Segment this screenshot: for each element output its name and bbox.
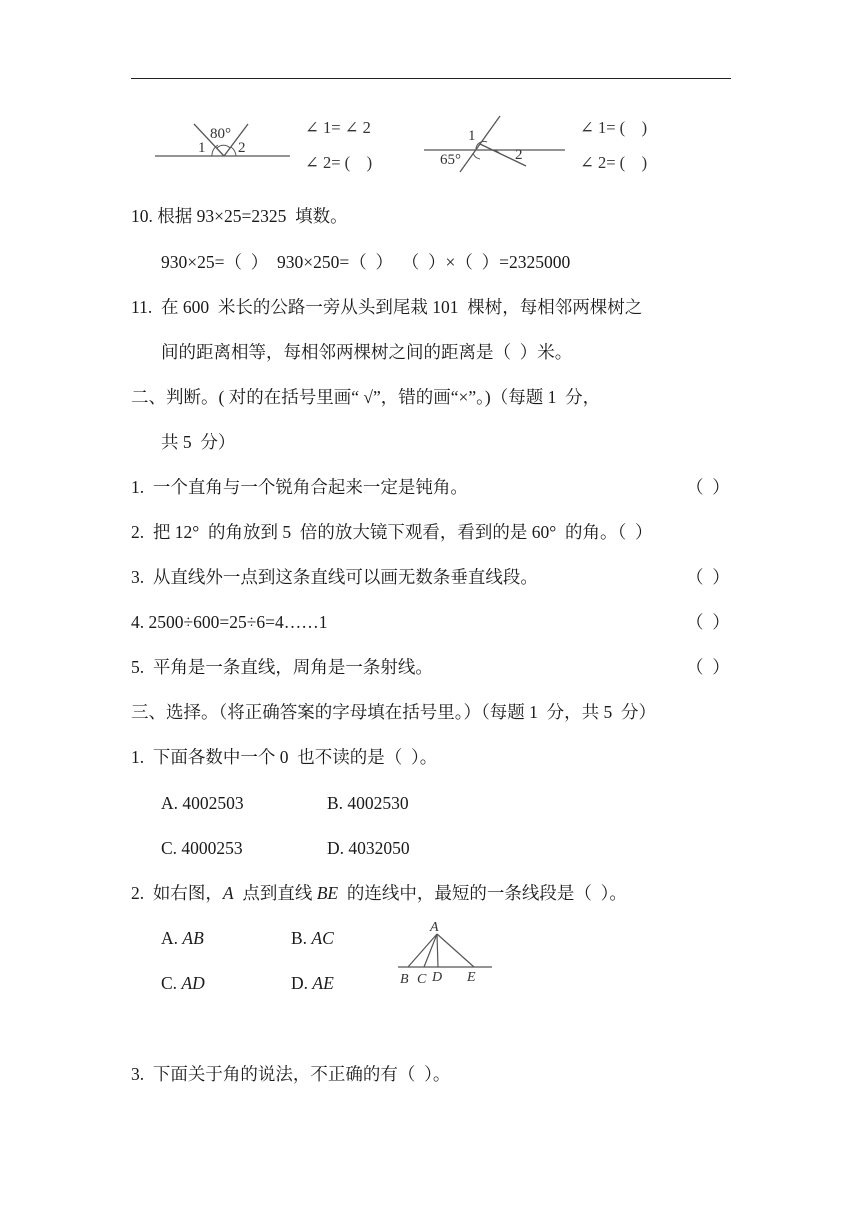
point-a: A xyxy=(222,883,234,903)
header-rule xyxy=(131,78,731,79)
judge-item-1: 1. 一个直角与一个锐角合起来一定是钝角。 xyxy=(131,477,468,497)
q11-line-2: 间的距离相等，每相邻两棵树之间的距离是（ ）米。 xyxy=(161,342,573,362)
equation-right-1: ∠ 1= ( ) xyxy=(580,118,648,137)
q11-line-1: 11. 在 600 米长的公路一旁从头到尾栽 101 棵树，每相邻两棵树之 xyxy=(131,297,643,317)
choice-q1: 1. 下面各数中一个 0 也不读的是（ ）。 xyxy=(131,747,438,767)
option-value: AB xyxy=(182,928,204,948)
choice-q2-option-b[interactable] xyxy=(291,930,334,948)
q10-title: 10. 根据 93×25=2325 填数。 xyxy=(131,206,348,226)
figure-label-a: A xyxy=(430,920,439,935)
angle-label-1: 1 xyxy=(468,128,476,144)
angle-label-1: 1 xyxy=(198,140,206,156)
choice-q1-option-d[interactable]: D. 4032050 xyxy=(327,838,410,858)
choice-q2-option-a[interactable] xyxy=(161,930,204,948)
judge-answer-3[interactable]: （ ） xyxy=(686,567,730,587)
choice-q2-option-c[interactable] xyxy=(161,975,205,993)
section3-heading: 三、选择。（将正确答案的字母填在括号里。）（每题 1 分，共 5 分） xyxy=(131,702,656,722)
choice-q1-option-b[interactable]: B. 4002530 xyxy=(327,793,409,813)
judge-answer-4[interactable]: （ ） xyxy=(686,612,730,632)
judge-answer-1[interactable]: （ ） xyxy=(686,477,730,497)
judge-item-3: 3. 从直线外一点到这条直线可以画无数条垂直线段。 xyxy=(131,567,538,587)
option-prefix: A. xyxy=(161,928,183,948)
choice-q2-option-d[interactable] xyxy=(291,975,334,993)
equation-left-1: ∠ 1= ∠ 2 xyxy=(305,118,371,137)
angle-label-2: 2 xyxy=(238,140,246,156)
option-value: AD xyxy=(181,973,205,993)
equation-right-2: ∠ 2= ( ) xyxy=(580,153,648,172)
figure-label-b: B xyxy=(400,972,409,987)
equation-left-2: ∠ 2= ( ) xyxy=(305,153,373,172)
choice-q2-pre: 2. 如右图， xyxy=(131,883,223,903)
choice-q3: 3. 下面关于角的说法，不正确的有（ ）。 xyxy=(131,1064,451,1084)
figure-label-c: C xyxy=(417,972,427,987)
judge-answer-5[interactable]: （ ） xyxy=(686,657,730,677)
figure-label-d: D xyxy=(432,970,443,985)
section2-heading: 二、判断。( 对的在括号里画“ √”，错的画“×”。)（每题 1 分， xyxy=(131,387,601,407)
option-prefix: C. xyxy=(161,973,182,993)
choice-q2-mid: 点到直线 xyxy=(233,883,317,903)
angle-label: 80° xyxy=(210,126,231,142)
option-prefix: B. xyxy=(291,928,312,948)
figure-label-e: E xyxy=(467,970,476,985)
option-prefix: D. xyxy=(291,973,313,993)
choice-q2-post: 的连线中，最短的一条线段是（ ）。 xyxy=(338,883,627,903)
line-segment-figure xyxy=(396,920,496,980)
judge-item-5: 5. 平角是一条直线，周角是一条射线。 xyxy=(131,657,433,677)
choice-q1-option-a[interactable]: A. 4002503 xyxy=(161,793,244,813)
choice-q2 xyxy=(131,885,627,903)
angle-label: 65° xyxy=(440,152,461,168)
judge-item-4: 4. 2500÷600=25÷6=4……1 xyxy=(131,612,328,632)
option-value: AE xyxy=(312,973,334,993)
section2-heading-cont: 共 5 分） xyxy=(161,432,236,452)
choice-q1-option-c[interactable]: C. 4000253 xyxy=(161,838,243,858)
q10-line: 930×25=（ ） 930×250=（ ） （ ）×（ ）=2325000 xyxy=(161,252,571,272)
option-value: AC xyxy=(311,928,334,948)
angle-label-2: 2 xyxy=(515,147,523,163)
judge-item-2: 2. 把 12° 的角放到 5 倍的放大镜下观看，看到的是 60° 的角。（ ） xyxy=(131,522,653,542)
line-be: BE xyxy=(316,883,339,903)
